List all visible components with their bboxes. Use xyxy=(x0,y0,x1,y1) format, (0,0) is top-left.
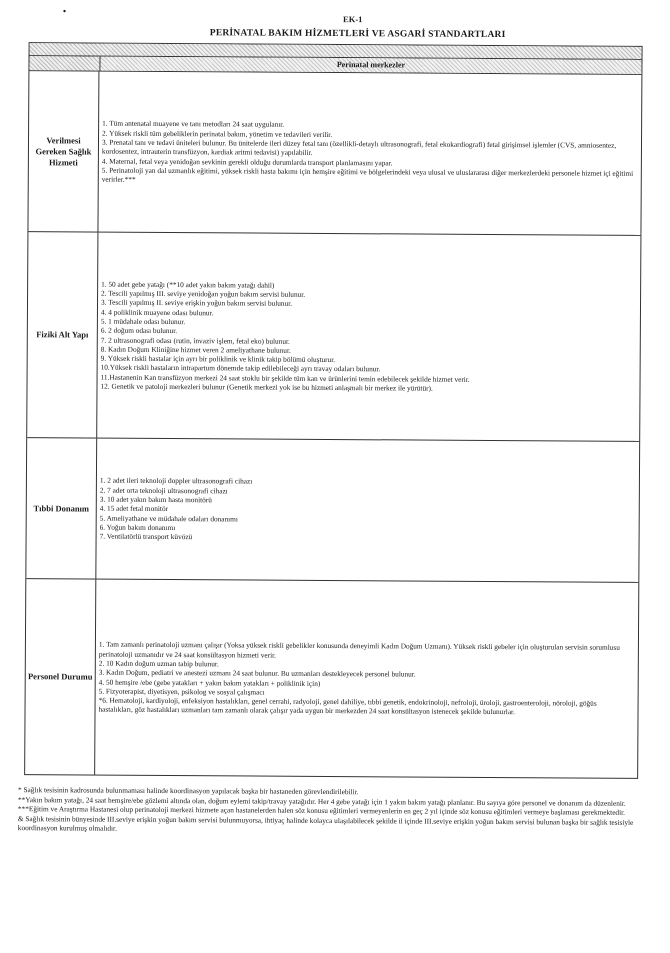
list-item: 4. 4 poliklinik muayene odası bulunur. xyxy=(100,307,214,317)
row-label: Tıbbi Donanım xyxy=(26,438,97,578)
list-item: 1. Tüm antenatal muayene ve tanı metodları 24 saat uygulanır. xyxy=(102,119,285,130)
list-item: 3. 10 adet yakın bakım hasta monitörü xyxy=(99,494,212,505)
list-item: 3. Kadın Doğum, pediatri ve anestezi uzmanı 24 saat bulunur. Bu uzmanları destekleyecek personel bulunur. xyxy=(98,667,416,679)
list-item: 2. Yüksek riskli tüm gebeliklerin perinatal bakım, yönetim ve tedavileri verilir. xyxy=(102,128,333,139)
row-health-services xyxy=(28,71,641,236)
list-item: 2. 7 adet orta teknoloji ultrasonografi cihazı xyxy=(99,485,228,496)
list-item: 4. Maternal, fetal veya yenidoğan sevkinin gerekli olduğu durumlarda transport planlamasını yapar. xyxy=(101,156,393,168)
row-label: Fiziki Alt Yapı xyxy=(27,232,98,437)
list-item: *6. Hematoloji, kardiyoloji, enfeksiyon hastalıkları, genel cerrahi, radyoloji, genel dahiliye, tıbbi genetik, endokrinoloji, nefroloji, üroloji, gastroenteroloji, nöroloji, göğüs hastalıkları, göz hastalıkları uzmanları tam zamanlı olarak çalışır yada uygun bir merkezden 24 saat konsültasyon istenecek şekilde bulunurlar. xyxy=(98,695,597,717)
list-item: 9. Yüksek riskli hastalar için ayrı bir poliklinik ve klinik takip bölümü oluşturur. xyxy=(100,353,336,365)
table-header-blank xyxy=(29,56,100,70)
list-item: 5. Ameliyathane ve müdahale odaları donanımı xyxy=(99,513,238,524)
row-label: Personel Durumu xyxy=(25,579,96,774)
list-item: 5. 1 müdahale odası bulunur. xyxy=(100,316,186,327)
list-item: 2. 10 Kadın doğum uzman tabip bulunur. xyxy=(98,658,219,669)
list-item: 1. 2 adet ileri teknoloji doppler ultrasonografi cihazı xyxy=(99,476,253,486)
list-item: 5. Perinatoloji yan dal uzmanlık eğitimi, yüksek riskli hasta bakımı için hemşire eğitimi ve bölgelerindeki veya ulusal ve uluslararası diğer merkezlerdeki personele hizmet içi eğitimi verirler.*** xyxy=(101,165,634,185)
footnote: & Sağlık tesisinin bünyesinde III.seviye erişkin yoğun bakım servisi bulunmuyorsa, ihtiyaç halinde kolayca ulaşılabilecek şekilde il içinde III.seviye erişkin yoğun bakım servisi bulunan başka bir sağlık tesisiyle koordinasyon kurulmuş olmalıdır. xyxy=(17,813,634,834)
footnote: * Sağlık tesisinin kadrosunda bulunmaması halinde koordinasyon yapılacak başka bir hastaneden görevlendirilebilir. xyxy=(18,785,359,797)
document-title: PERİNATAL BAKIM HİZMETLERİ VE ASGARİ STANDARTLARI xyxy=(209,28,506,41)
row-personnel xyxy=(25,579,638,778)
footnotes xyxy=(18,785,648,837)
list-item: 4. 15 adet fetal monitör xyxy=(99,503,169,514)
footnote: ***Eğitim ve Araştırma Hastanesi olup perinatoloji merkezi hizmete açan hastanelerden halen söz konusu eğitimleri vermeyenlerin en geç 2 yıl içinde söz konusu eğitimleri vermeye başlaması gerekmektedir. xyxy=(17,804,626,817)
row-content xyxy=(98,72,641,235)
list-item: 5. Fizyoterapist, diyetisyen, psikolog ve sosyal çalışmacı xyxy=(98,686,265,697)
list-item: 11.Hastanenin Kan transfüzyon merkezi 24 saat stoklu bir şekilde tüm kan ve ürünlerini temin edebilecek şekilde hizmet verir. xyxy=(100,372,470,384)
list-item: 7. Ventilatörlü transport küvözü xyxy=(99,531,193,542)
stray-mark: • xyxy=(62,6,67,18)
list-item: 3. Tescili yapılmış II. seviye erişkin yoğun bakım servisi bulunur. xyxy=(100,297,293,309)
list-item: 10.Yüksek riskli hastaların intrapartum dönemde takip edilebileceği ayrı travay odaları bulunur. xyxy=(100,362,381,374)
list-item: 12. Genetik ve patoloji merkezleri bulunur (Genetik merkezi yok ise bu hizmeti anlaşmalı bir merkez ile yürütür). xyxy=(100,381,433,393)
row-medical-equipment xyxy=(26,438,639,583)
annex-number: EK-1 xyxy=(343,14,363,25)
list-item: 4. 50 hemşire /ebe (gebe yatakları + yakın bakım yatakları + poliklinik için) xyxy=(98,677,321,688)
list-item: 7. 2 ultrasonografi odası (rutin, invaziv işlem, fetal eko) bulunur. xyxy=(100,335,290,346)
row-label: Verilmesi Gereken Sağlık Hizmeti xyxy=(28,71,99,231)
footnote: **Yakın bakım yatağı, 24 saat hemşire/ebe gözlemi altında olan, doğum eylemi takip/travay yatağıdır. Her 4 gebe yatağı için 1 yakın bakım yatağı planlanır. Bu sayıya göre personel ve donanım da düzenlenir. xyxy=(17,794,626,808)
list-item: 1. 50 adet gebe yatağı (**10 adet yakın bakım yatağı dahil) xyxy=(101,279,275,290)
list-item: 1. Tam zamanlı perinatoloji uzmanı çalışır (Yoksa yüksek riskli gebelikler konusunda deneyimli Kadın Doğum Uzmanı). Yüksek riskli gebeler için oluşturulan servisin sorumlusu perinatoloji uzmanıdır ve 24 saat konsültasyon hizmeti verir. xyxy=(98,639,620,660)
list-item: 6. 2 doğum odası bulunur. xyxy=(100,325,178,336)
list-item: 6. Yoğun bakım donanımı xyxy=(99,522,176,532)
column-header: Perinatal merkezler xyxy=(100,57,641,74)
list-item: 8. Kadın Doğum Kliniğine hizmet veren 2 ameliyathane bulunur. xyxy=(100,344,291,355)
standards-table xyxy=(24,42,642,779)
row-physical-infrastructure xyxy=(27,232,640,442)
list-item: 2. Tescili yapılmış III. seviye yenidoğan yoğun bakım servisi bulunur. xyxy=(101,288,306,299)
row-content xyxy=(96,439,639,582)
row-content xyxy=(97,233,640,441)
list-item: 3. Prenatal tanı ve tedavi üniteleri bulunur. Bu ünitelerde ileri düzey fetal tanı (özellikli-detaylı ultrasonografi, fetal ekokardiografi) fetal girişimsel işlemler (CVS, amniosentez, kordosentez, intrauterin transfüzyon, kardiak aritmi tedavisi) yapılabilir. xyxy=(101,137,617,158)
row-content xyxy=(95,580,638,778)
